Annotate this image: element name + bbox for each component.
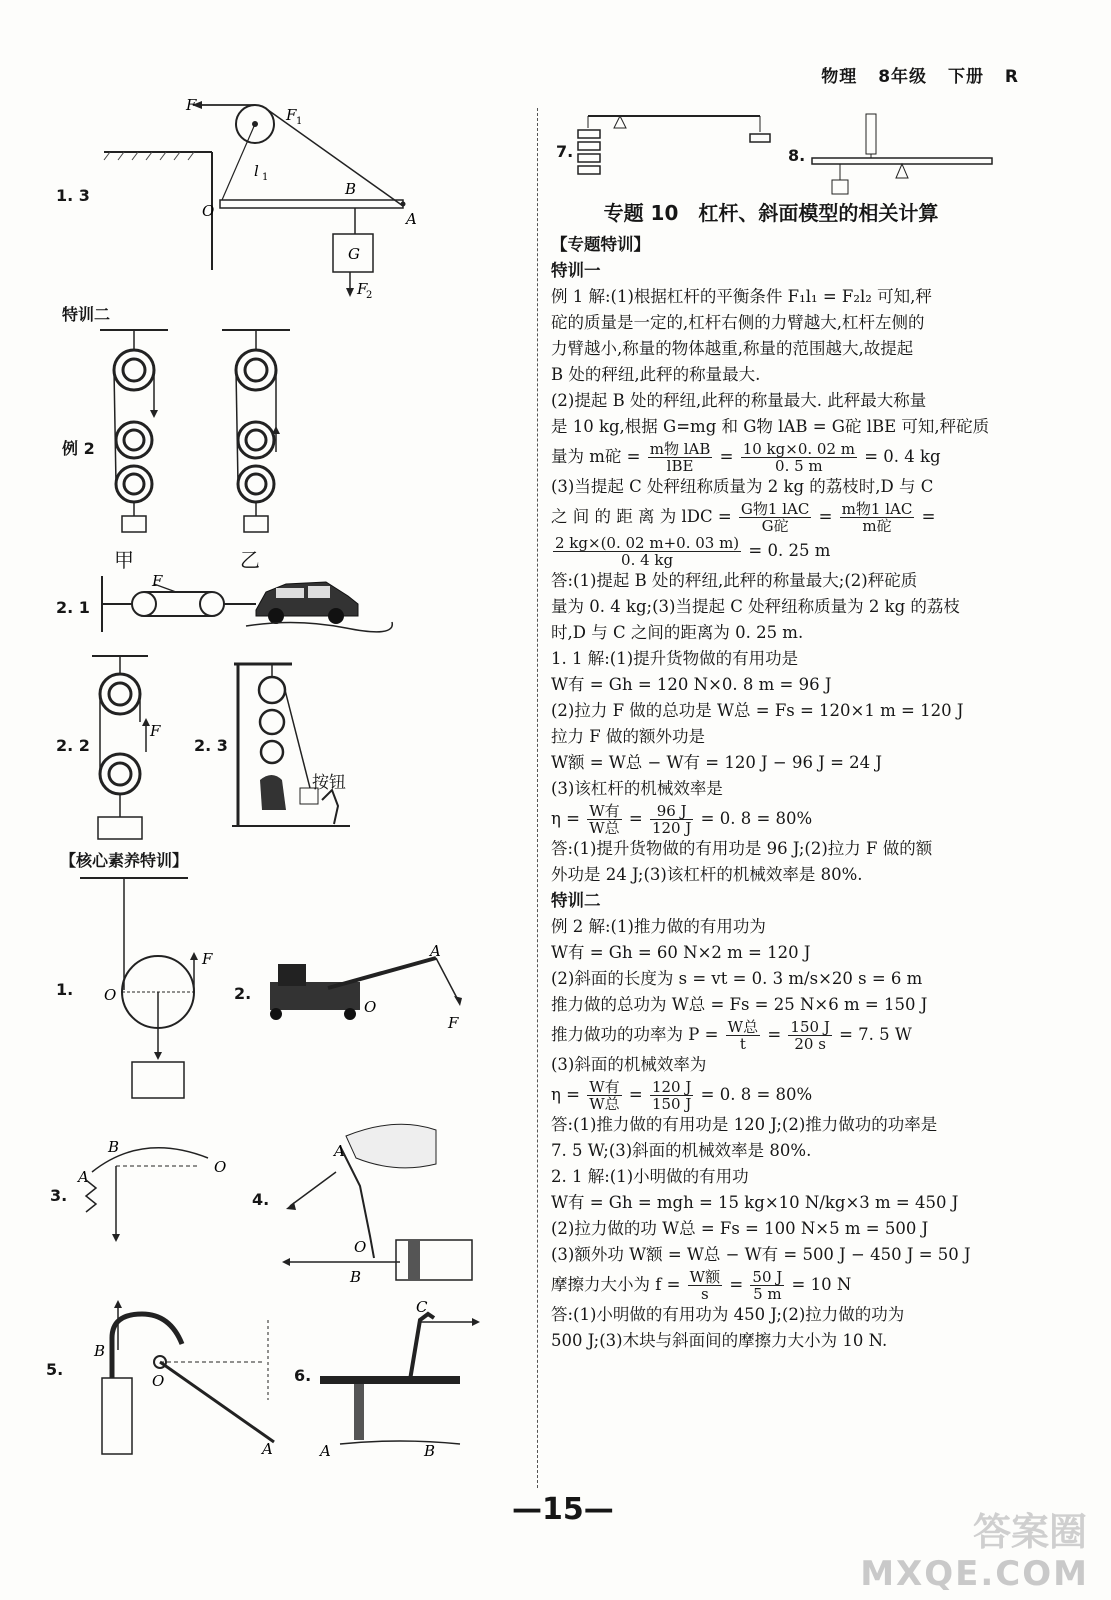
fig13-F2: F	[357, 280, 368, 298]
eq5-n2: 150 J	[790, 1018, 830, 1036]
c3-O: O	[214, 1158, 227, 1176]
figure-core-5	[64, 1290, 284, 1460]
eq4-post: = 0. 8 = 80%	[700, 809, 813, 828]
c3-A: A	[78, 1168, 89, 1186]
eq6-post: = 0. 8 = 80%	[700, 1085, 813, 1104]
figure-core-1	[70, 872, 230, 1104]
eq2-post: =	[921, 507, 936, 526]
fig22-F: F	[150, 722, 161, 740]
eq5-mid: =	[767, 1025, 782, 1044]
p11-line-0: 1. 1 解:(1)提升货物做的有用功是	[551, 649, 799, 668]
eq5	[551, 1018, 1001, 1052]
eq1-d1: lBE	[666, 457, 694, 475]
page-number: —15—	[512, 1492, 614, 1527]
figure-ex2-pulleys	[90, 324, 320, 544]
eq1-n2: 10 kg×0. 02 m	[742, 440, 855, 458]
label-anniu: 按钮	[312, 773, 346, 793]
c1-F: F	[202, 950, 213, 968]
p11-line-2: (2)拉力 F 做的总功是 W总 = Fs = 120×1 m = 120 J	[551, 701, 964, 720]
eq3-post: = 0. 25 m	[748, 541, 831, 560]
eq2-d1: G砣	[761, 517, 789, 535]
c2-F1: F	[448, 1014, 459, 1032]
eq1-d2: 0. 5 m	[775, 457, 823, 475]
c2-O: O	[364, 998, 377, 1016]
ex2-line-3: 推力做的总功为 W总 = Fs = 25 N×6 m = 150 J	[551, 995, 928, 1014]
eq7-mid: =	[729, 1275, 744, 1294]
eq7-n2: 50 J	[752, 1268, 783, 1286]
label-2-2: 2. 2	[56, 736, 90, 755]
section-label: 【专题特训】	[551, 235, 650, 254]
eq5-d1: t	[739, 1035, 746, 1053]
p11-line-5: (3)该杠杆的机械效率是	[551, 779, 723, 798]
c5-O: O	[152, 1372, 165, 1390]
ex2-line-4: (3)斜面的机械效率为	[551, 1055, 707, 1074]
page-header	[807, 62, 1019, 87]
ex1-line-3: B 处的秤纽,此秤的称量最大.	[551, 365, 761, 384]
ans2-line-0: 答:(1)推力做的有用功是 120 J;(2)推力做功的功率是	[551, 1115, 938, 1134]
p21-line-3: (3)额外功 W额 = W总 − W有 = 500 J − 450 J = 50 J	[551, 1245, 971, 1264]
p21-line-2: (2)拉力做的功 W总 = Fs = 100 N×5 m = 500 J	[551, 1219, 929, 1238]
eq4-d1: W总	[589, 819, 620, 837]
topic-title: 专题 10 杠杆、斜面模型的相关计算	[603, 201, 939, 225]
eq6-pre: η =	[551, 1085, 580, 1104]
label-r7: 7.	[556, 142, 574, 161]
figure-2-3	[230, 660, 360, 830]
eq1	[551, 440, 1001, 474]
eq3	[551, 534, 1001, 568]
ex1-line-4: (2)提起 B 处的秤纽,此秤的称量最大. 此秤最大称量	[551, 391, 927, 410]
eq1-mid: =	[719, 447, 734, 466]
column-divider	[537, 108, 538, 1488]
ex1-line-1: 砣的质量是一定的,杠杆右侧的力臂越大,杠杆左侧的	[551, 313, 925, 332]
c6-A: A	[320, 1442, 331, 1460]
fig13-O: O	[202, 202, 215, 220]
label-c1: 1.	[56, 980, 74, 999]
fig13-B: B	[345, 180, 357, 198]
eq2-n1: G物1 lAC	[740, 500, 810, 518]
right-column	[551, 192, 1001, 1354]
eq6-d2: 150 J	[651, 1095, 692, 1113]
figure-r8	[808, 110, 998, 200]
ex2-line-1: W有 = Gh = 60 N×2 m = 120 J	[551, 943, 811, 962]
eq2-d2: m砣	[862, 517, 892, 535]
eq2-n2: m物1 lAC	[841, 500, 913, 518]
eq6-n2: 120 J	[651, 1078, 692, 1096]
p21-line-1: W有 = Gh = mgh = 15 kg×10 N/kg×3 m = 450 J	[551, 1193, 959, 1212]
header-subject: 物理	[821, 67, 858, 87]
eq2-mid: =	[818, 507, 833, 526]
fig13-l1: l	[254, 162, 259, 180]
ans11-line-0: 答:(1)提升货物做的有用功是 96 J;(2)拉力 F 做的额	[551, 839, 933, 858]
eq5-n1: W总	[727, 1018, 759, 1036]
fig13-A: A	[406, 210, 417, 228]
c2-A: A	[430, 942, 441, 960]
eq7-n1: W额	[689, 1268, 721, 1286]
c1-O: O	[104, 986, 117, 1004]
label-core: 【核心素养特训】	[60, 851, 189, 870]
ex1-line-5: 是 10 kg,根据 G=mg 和 G物 lAB = G砣 lBE 可知,秤砣质	[551, 417, 990, 436]
watermark-url: MXQE.COM	[860, 1554, 1089, 1594]
eq2	[551, 500, 1001, 534]
label-tx2-left: 特训二	[62, 305, 111, 324]
ans11-line-1: 外功是 24 J;(3)该杠杆的机械效率是 80%.	[551, 865, 863, 884]
fig13-G: G	[348, 245, 360, 263]
ans21-line-1: 500 J;(3)木块与斜面间的摩擦力大小为 10 N.	[551, 1331, 888, 1350]
label-c5: 5.	[46, 1360, 64, 1379]
eq1-n1: m物 lAB	[649, 440, 711, 458]
c4-A: A	[334, 1142, 345, 1160]
c5-A: A	[262, 1440, 273, 1458]
watermark-logo: 答案圈	[972, 1509, 1087, 1554]
c5-B: B	[94, 1342, 106, 1360]
eq4-d2: 120 J	[651, 819, 692, 837]
eq4-n2: 96 J	[650, 803, 693, 820]
c3-B: B	[108, 1138, 120, 1156]
fig13-F1: F	[286, 106, 297, 124]
label-c4: 4.	[252, 1190, 270, 1209]
eq3-d: 0. 4 kg	[621, 551, 674, 569]
ans21-line-0: 答:(1)小明做的有用功为 450 J;(2)拉力做的功为	[551, 1305, 905, 1324]
ex1-line-6: (3)当提起 C 处秤纽称质量为 2 kg 的荔枝时,D 与 C	[551, 477, 934, 496]
eq4-mid: =	[628, 809, 643, 828]
label-ex2-left: 例 2	[62, 439, 95, 458]
figure-core-4	[276, 1116, 486, 1292]
eq1-pre: 量为 m砣 =	[551, 447, 641, 466]
ans2-line-1: 7. 5 W;(3)斜面的机械效率是 80%.	[551, 1141, 812, 1160]
eq1-post: = 0. 4 kg	[864, 447, 941, 466]
eq4	[551, 802, 1001, 836]
c4-B: B	[350, 1268, 362, 1286]
p11-line-3: 拉力 F 做的额外功是	[551, 727, 705, 746]
eq6-n1: W有	[589, 1078, 620, 1096]
c4-O: O	[354, 1238, 367, 1256]
ans1-line-1: 量为 0. 4 kg;(3)当提起 C 处秤纽称质量为 2 kg 的荔枝	[551, 597, 960, 616]
label-2-1: 2. 1	[56, 598, 90, 617]
p21-line-0: 2. 1 解:(1)小明做的有用功	[551, 1167, 749, 1186]
fig21-F: F	[152, 572, 163, 590]
ex2-line-0: 例 2 解:(1)推力做的有用功为	[551, 917, 766, 936]
figure-core-6	[316, 1300, 516, 1460]
p11-line-4: W额 = W总 − W有 = 120 J − 96 J = 24 J	[551, 753, 883, 772]
figure-core-3	[72, 1132, 242, 1262]
ex1-line-2: 力臂越小,称量的物体越重,称量的范围越大,故提起	[551, 339, 914, 358]
label-yi: 乙	[240, 548, 260, 572]
label-r8: 8.	[788, 146, 806, 165]
tx1-label: 特训一	[551, 261, 601, 280]
figure-core-2	[258, 944, 478, 1034]
fig13-l1-sub: 1	[262, 172, 269, 183]
c6-B: B	[424, 1442, 436, 1460]
fig13-F2-sub: 2	[366, 290, 373, 301]
eq7-post: = 10 N	[791, 1275, 852, 1294]
eq5-pre: 推力做功的功率为 P =	[551, 1025, 719, 1044]
ans1-line-2: 时,D 与 C 之间的距离为 0. 25 m.	[551, 623, 804, 642]
p11-line-1: W有 = Gh = 120 N×0. 8 m = 96 J	[551, 675, 832, 694]
eq3-n: 2 kg×(0. 02 m+0. 03 m)	[555, 534, 740, 552]
label-1-3: 1. 3	[56, 186, 90, 205]
figure-2-1	[96, 570, 396, 640]
eq4-pre: η =	[551, 809, 580, 828]
eq6-mid: =	[628, 1085, 643, 1104]
label-jia: 甲	[114, 548, 134, 572]
header-edition: R	[1004, 67, 1019, 87]
label-c2: 2.	[234, 984, 252, 1003]
figure-1-3	[100, 92, 430, 302]
figure-r7	[574, 108, 774, 188]
fig13-F: F	[186, 96, 197, 114]
label-c3: 3.	[50, 1186, 68, 1205]
eq6	[551, 1078, 1001, 1112]
label-2-3: 2. 3	[194, 736, 228, 755]
eq7-pre: 摩擦力大小为 f =	[551, 1275, 681, 1294]
header-volume: 下册	[947, 67, 984, 87]
header-grade: 8年级	[878, 67, 928, 87]
eq7-d1: s	[701, 1285, 709, 1303]
ans1-line-0: 答:(1)提起 B 处的秤纽,此秤的称量最大;(2)秤砣质	[551, 571, 918, 590]
fig13-F1-sub: 1	[296, 116, 303, 127]
eq4-n1: W有	[589, 802, 620, 820]
eq7-d2: 5 m	[753, 1285, 782, 1303]
ex1-line-0: 例 1 解:(1)根据杠杆的平衡条件 F₁l₁ = F₂l₂ 可知,秤	[551, 287, 932, 306]
eq7	[551, 1268, 1001, 1302]
figure-2-2	[88, 652, 161, 842]
eq2-pre: 之 间 的 距 离 为 lDC =	[551, 507, 732, 526]
c6-C: C	[416, 1298, 428, 1316]
eq5-d2: 20 s	[794, 1035, 826, 1053]
label-c6: 6.	[294, 1366, 312, 1385]
ex2-line-2: (2)斜面的长度为 s = vt = 0. 3 m/s×20 s = 6 m	[551, 969, 923, 988]
tx2-label: 特训二	[551, 891, 601, 910]
eq6-d1: W总	[589, 1095, 620, 1113]
eq5-post: = 7. 5 W	[839, 1025, 912, 1044]
